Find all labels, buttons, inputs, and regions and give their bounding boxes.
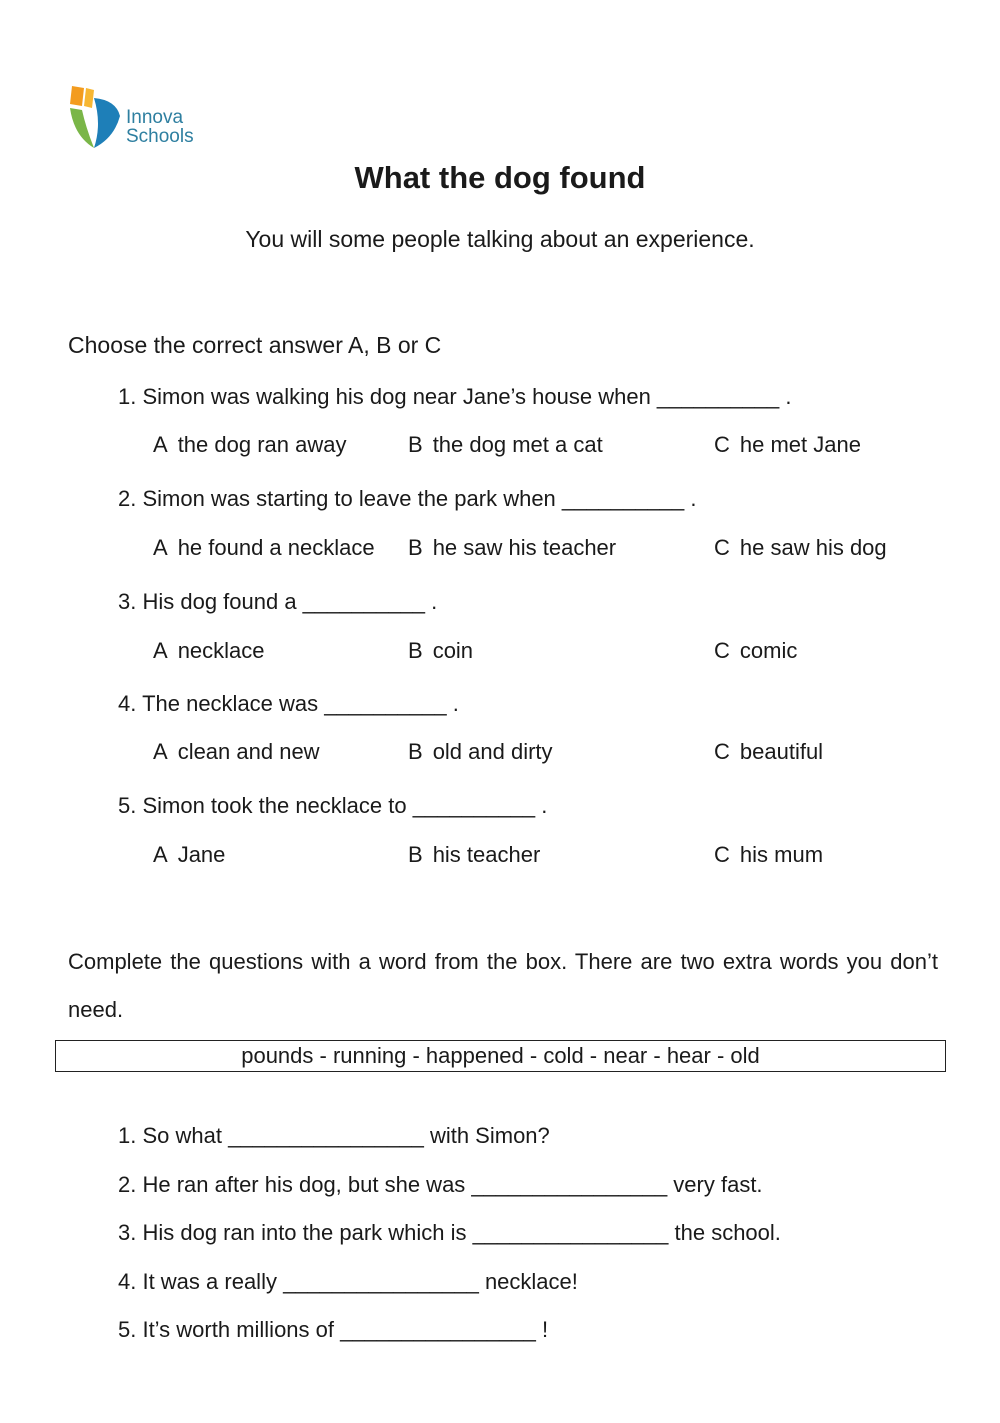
- option-letter: A: [153, 432, 168, 457]
- option-5b[interactable]: [408, 842, 540, 868]
- question-3: 3. His dog found a __________ .: [118, 589, 438, 614]
- option-text: clean and new: [177, 739, 320, 764]
- school-logo: [68, 84, 208, 154]
- option-letter: C: [714, 432, 730, 457]
- option-text: the dog met a cat: [432, 432, 603, 457]
- option-letter: B: [408, 638, 423, 663]
- option-2a[interactable]: [153, 535, 375, 561]
- option-text: he saw his teacher: [432, 535, 617, 560]
- logo-wordmark: [126, 108, 194, 146]
- option-letter: A: [153, 739, 168, 764]
- option-text: he met Jane: [739, 432, 861, 457]
- option-letter: B: [408, 535, 423, 560]
- option-letter: A: [153, 535, 168, 560]
- option-text: his teacher: [432, 842, 541, 867]
- fill-sentence-5: 5. It’s worth millions of ________________ !: [118, 1317, 549, 1342]
- option-letter: C: [714, 535, 730, 560]
- page-subtitle: You will some people talking about an experience.: [245, 226, 755, 252]
- logo-line-1: Innova: [126, 107, 184, 128]
- page-title: What the dog found: [354, 160, 646, 195]
- option-letter: C: [714, 739, 730, 764]
- option-1c[interactable]: [714, 432, 861, 458]
- option-5a[interactable]: [153, 842, 225, 868]
- option-text: Jane: [177, 842, 226, 867]
- option-4b[interactable]: [408, 739, 553, 765]
- fill-sentence-2: 2. He ran after his dog, but she was ________________ very fast.: [118, 1172, 763, 1197]
- option-letter: B: [408, 432, 423, 457]
- option-3b[interactable]: [408, 638, 473, 664]
- option-text: necklace: [177, 638, 265, 663]
- option-letter: A: [153, 842, 168, 867]
- option-letter: B: [408, 842, 423, 867]
- option-letter: C: [714, 638, 730, 663]
- option-letter: A: [153, 638, 168, 663]
- option-text: beautiful: [739, 739, 824, 764]
- option-text: coin: [432, 638, 474, 663]
- option-4c[interactable]: [714, 739, 823, 765]
- option-text: the dog ran away: [177, 432, 347, 457]
- option-text: comic: [739, 638, 798, 663]
- option-text: old and dirty: [432, 739, 553, 764]
- part1-heading: Choose the correct answer A, B or C: [68, 332, 442, 358]
- fill-sentence-3: 3. His dog ran into the park which is ________________ the school.: [118, 1220, 781, 1245]
- fill-sentence-1: 1. So what ________________ with Simon?: [118, 1123, 550, 1148]
- option-3a[interactable]: [153, 638, 265, 664]
- word-box: pounds - running - happened - cold - near - hear - old: [55, 1040, 946, 1072]
- option-2b[interactable]: [408, 535, 616, 561]
- question-1: 1. Simon was walking his dog near Jane’s house when __________ .: [118, 384, 792, 409]
- option-letter: C: [714, 842, 730, 867]
- question-4: 4. The necklace was __________ .: [118, 691, 459, 716]
- option-text: his mum: [739, 842, 824, 867]
- option-4a[interactable]: [153, 739, 320, 765]
- option-text: he saw his dog: [739, 535, 887, 560]
- innova-logo-icon: [68, 84, 124, 150]
- option-letter: B: [408, 739, 423, 764]
- option-2c[interactable]: [714, 535, 887, 561]
- option-text: he found a necklace: [177, 535, 375, 560]
- question-5: 5. Simon took the necklace to __________ .: [118, 793, 548, 818]
- option-1b[interactable]: [408, 432, 603, 458]
- fill-sentence-4: 4. It was a really ________________ necklace!: [118, 1269, 578, 1294]
- option-3c[interactable]: [714, 638, 797, 664]
- option-1a[interactable]: [153, 432, 346, 458]
- question-2: 2. Simon was starting to leave the park when __________ .: [118, 486, 697, 511]
- part2-instructions: Complete the questions with a word from the box. There are two extra words you don’t need.: [68, 949, 938, 1022]
- logo-line-2: Schools: [126, 126, 194, 147]
- option-5c[interactable]: [714, 842, 823, 868]
